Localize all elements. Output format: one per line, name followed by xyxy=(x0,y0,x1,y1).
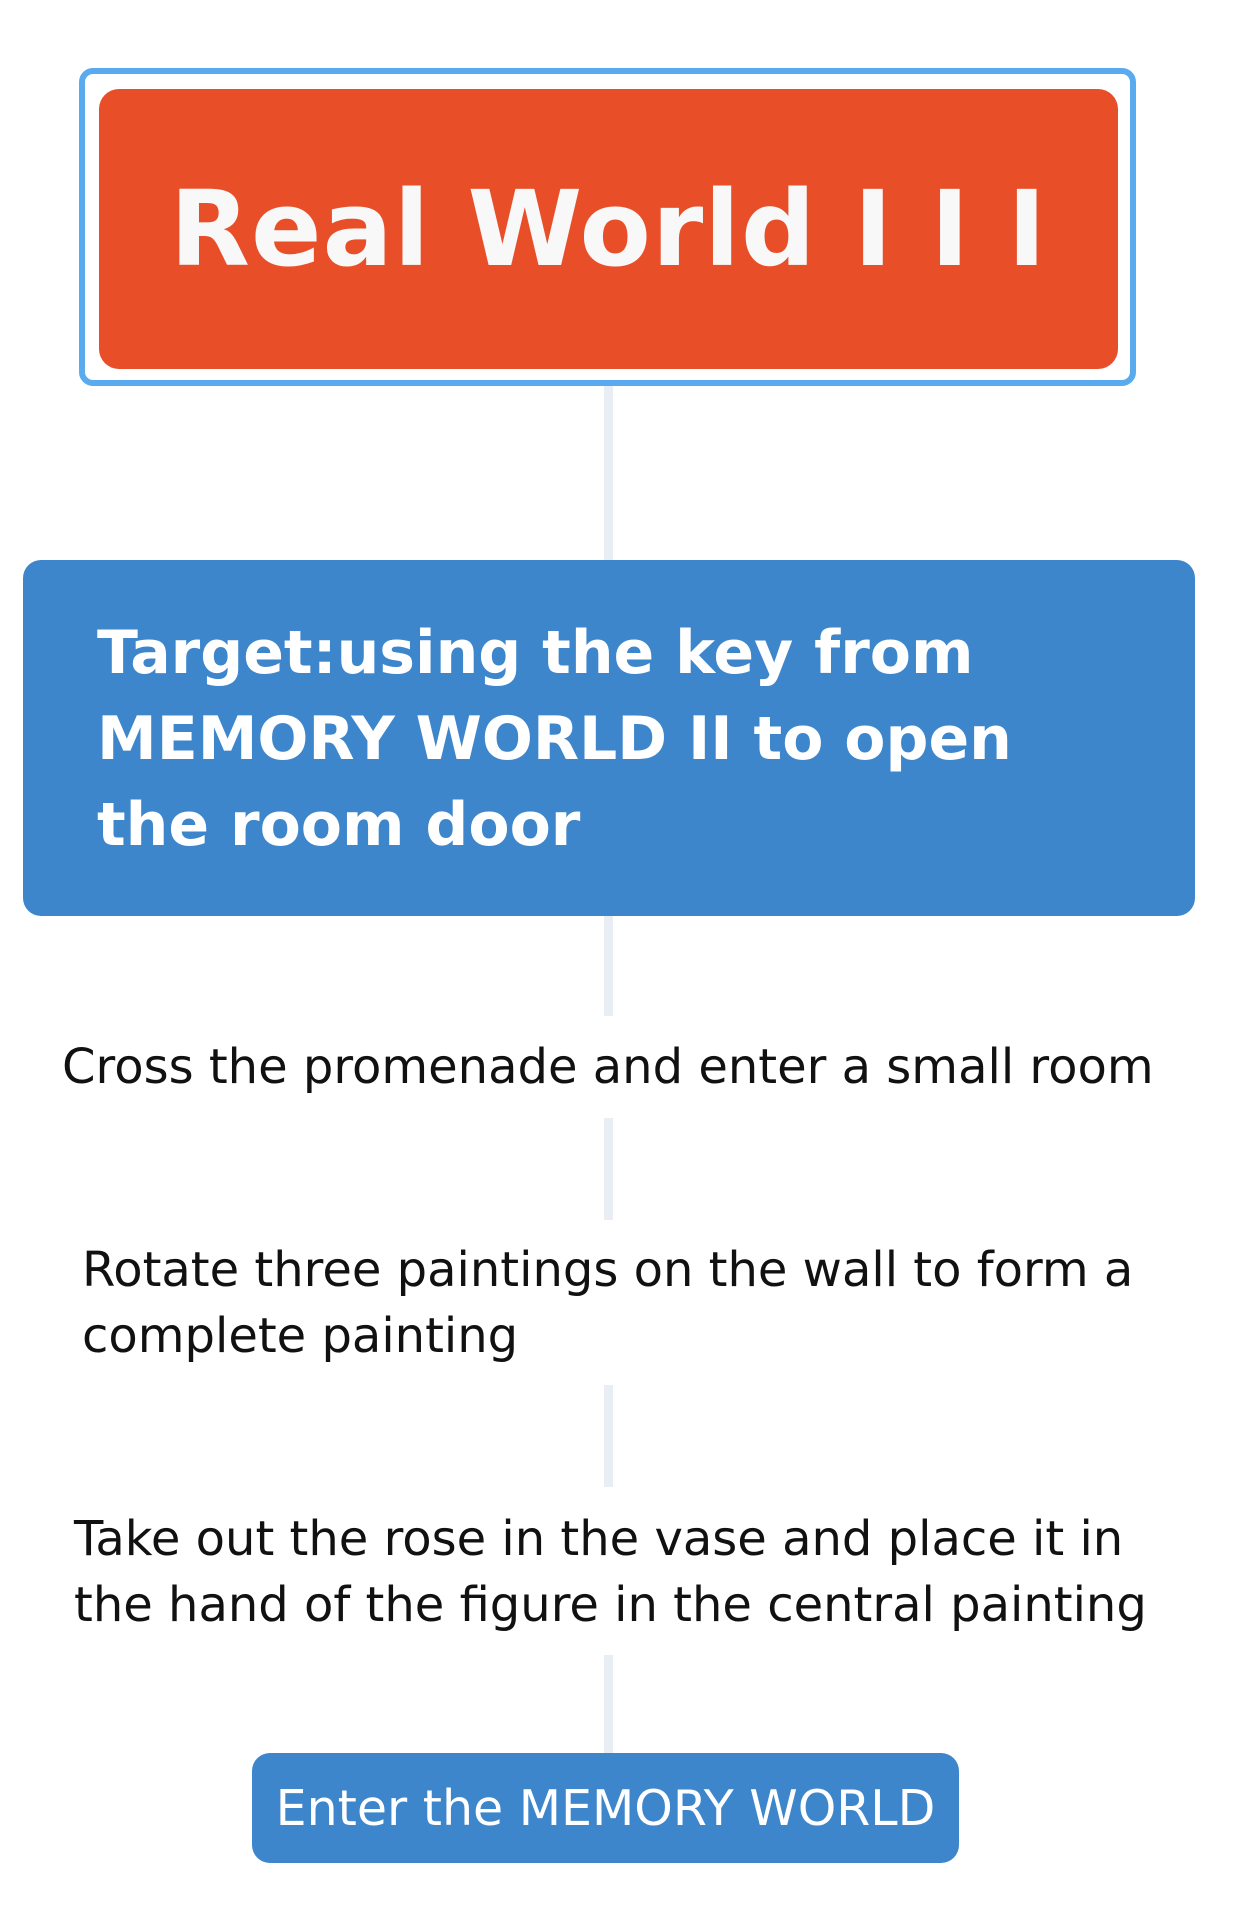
target-node-text: Target:using the key from MEMORY WORLD II to open the room door xyxy=(97,618,1012,860)
step-cross-promenade[interactable]: Cross the promenade and enter a small room xyxy=(62,1039,1154,1095)
step-rotate-paintings[interactable]: Rotate three paintings on the wall to form a complete painting xyxy=(82,1242,1134,1364)
root-node[interactable] xyxy=(99,89,1118,369)
connector-step1-step2 xyxy=(604,1118,613,1220)
target-node[interactable] xyxy=(23,560,1195,916)
connector-step2-step3 xyxy=(604,1385,613,1487)
step-place-rose[interactable]: Take out the rose in the vase and place it in the hand of the figure in the central painting xyxy=(74,1511,1147,1633)
final-node[interactable] xyxy=(252,1753,959,1863)
root-node-title: Real World I I I xyxy=(169,168,1048,290)
connector-step3-final xyxy=(604,1655,613,1753)
final-node-label: Enter the MEMORY WORLD xyxy=(275,1779,936,1837)
connector-root-target xyxy=(604,370,613,560)
connector-target-step1 xyxy=(604,916,613,1016)
